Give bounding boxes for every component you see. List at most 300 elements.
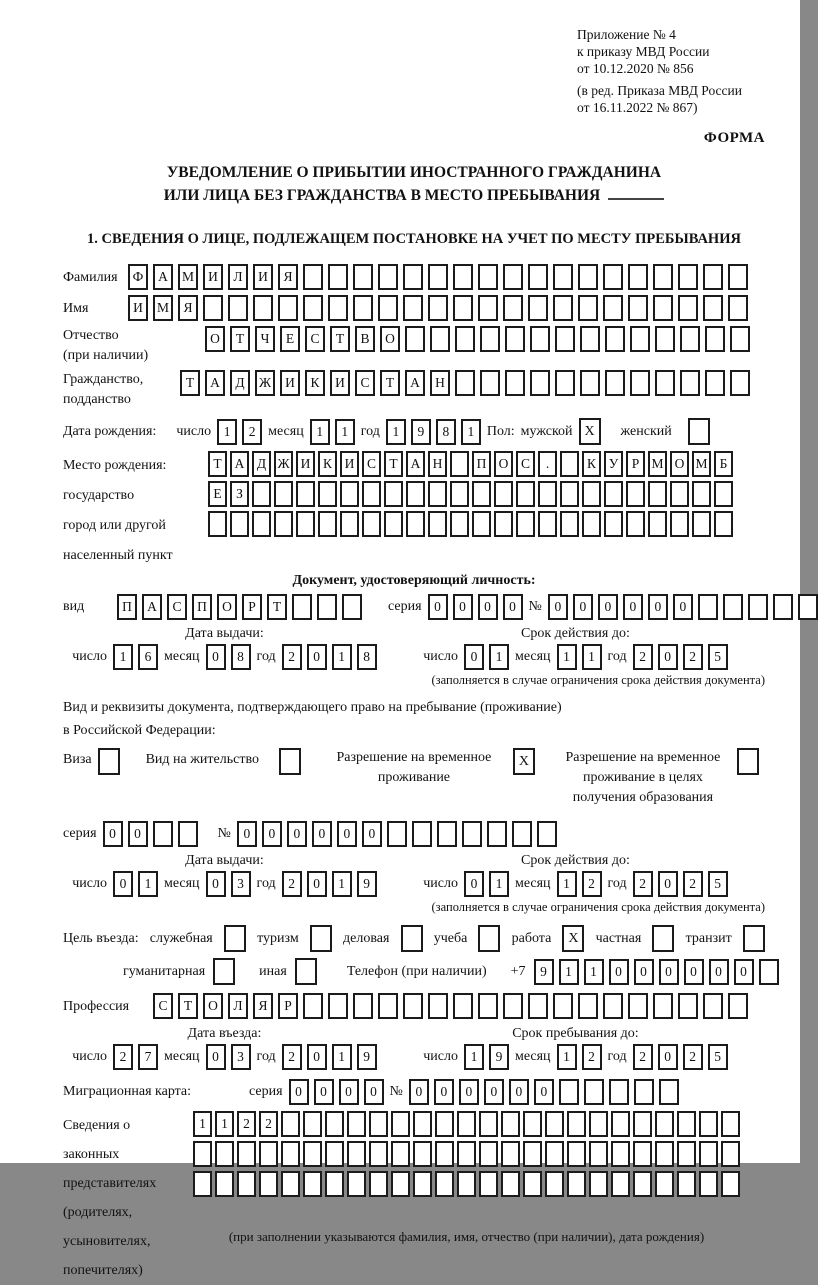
char-cell[interactable]: 2 (282, 1044, 302, 1070)
char-cell[interactable]: П (192, 594, 212, 620)
char-cell[interactable]: 0 (464, 644, 484, 670)
char-cell[interactable]: И (296, 451, 315, 477)
char-cell[interactable]: А (230, 451, 249, 477)
char-cell[interactable] (296, 511, 315, 537)
char-cell[interactable] (567, 1171, 586, 1197)
char-cell[interactable] (721, 1141, 740, 1167)
char-cell[interactable] (503, 295, 523, 321)
char-cell[interactable] (553, 295, 573, 321)
char-cell[interactable] (611, 1111, 630, 1137)
char-cell[interactable]: 2 (633, 871, 653, 897)
char-cell[interactable]: М (153, 295, 173, 321)
char-cell[interactable] (582, 481, 601, 507)
char-cell[interactable]: 3 (231, 1044, 251, 1070)
char-cell[interactable]: 5 (708, 644, 728, 670)
char-cell[interactable]: С (153, 993, 173, 1019)
char-cell[interactable]: Т (180, 370, 200, 396)
char-cell[interactable] (545, 1111, 564, 1137)
char-cell[interactable]: В (355, 326, 375, 352)
char-cell[interactable]: 0 (478, 594, 498, 620)
char-cell[interactable]: 0 (459, 1079, 479, 1105)
char-cell[interactable] (378, 993, 398, 1019)
char-cell[interactable]: О (217, 594, 237, 620)
stay-option-visa-checkbox[interactable] (98, 748, 120, 775)
char-cell[interactable]: 6 (138, 644, 158, 670)
char-cell[interactable]: Т (208, 451, 227, 477)
stay-option-education-permit-checkbox[interactable] (737, 748, 759, 775)
char-cell[interactable]: 0 (339, 1079, 359, 1105)
char-cell[interactable] (435, 1141, 454, 1167)
char-cell[interactable] (325, 1111, 344, 1137)
char-cell[interactable] (545, 1141, 564, 1167)
char-cell[interactable] (692, 481, 711, 507)
char-cell[interactable]: Р (278, 993, 298, 1019)
char-cell[interactable]: 0 (658, 1044, 678, 1070)
char-cell[interactable]: 7 (138, 1044, 158, 1070)
char-cell[interactable] (611, 1171, 630, 1197)
char-cell[interactable] (680, 326, 700, 352)
char-cell[interactable] (626, 511, 645, 537)
char-cell[interactable] (653, 295, 673, 321)
char-cell[interactable] (605, 370, 625, 396)
char-cell[interactable]: 2 (683, 644, 703, 670)
char-cell[interactable]: 1 (310, 419, 330, 445)
purpose-study-checkbox[interactable] (478, 925, 500, 952)
char-cell[interactable]: 2 (259, 1111, 278, 1137)
char-cell[interactable]: Т (384, 451, 403, 477)
char-cell[interactable]: З (230, 481, 249, 507)
char-cell[interactable] (721, 1171, 740, 1197)
char-cell[interactable]: 0 (289, 1079, 309, 1105)
char-cell[interactable]: 5 (708, 1044, 728, 1070)
char-cell[interactable]: 0 (206, 1044, 226, 1070)
char-cell[interactable] (259, 1171, 278, 1197)
char-cell[interactable]: А (406, 451, 425, 477)
char-cell[interactable] (362, 511, 381, 537)
char-cell[interactable]: 9 (534, 959, 554, 985)
char-cell[interactable] (391, 1141, 410, 1167)
char-cell[interactable]: С (167, 594, 187, 620)
char-cell[interactable]: 0 (364, 1079, 384, 1105)
char-cell[interactable] (369, 1141, 388, 1167)
char-cell[interactable] (347, 1141, 366, 1167)
char-cell[interactable] (589, 1141, 608, 1167)
char-cell[interactable] (723, 594, 743, 620)
char-cell[interactable] (281, 1171, 300, 1197)
char-cell[interactable] (505, 326, 525, 352)
char-cell[interactable] (523, 1141, 542, 1167)
char-cell[interactable] (555, 326, 575, 352)
char-cell[interactable]: 0 (206, 871, 226, 897)
char-cell[interactable] (678, 264, 698, 290)
char-cell[interactable] (430, 326, 450, 352)
char-cell[interactable] (503, 993, 523, 1019)
char-cell[interactable]: Т (330, 326, 350, 352)
char-cell[interactable]: . (538, 451, 557, 477)
char-cell[interactable]: 1 (559, 959, 579, 985)
char-cell[interactable]: А (153, 264, 173, 290)
char-cell[interactable]: Р (626, 451, 645, 477)
char-cell[interactable] (378, 264, 398, 290)
char-cell[interactable] (228, 295, 248, 321)
char-cell[interactable] (384, 481, 403, 507)
char-cell[interactable]: О (205, 326, 225, 352)
char-cell[interactable]: Ж (255, 370, 275, 396)
char-cell[interactable] (698, 594, 718, 620)
char-cell[interactable] (437, 821, 457, 847)
char-cell[interactable] (347, 1171, 366, 1197)
char-cell[interactable]: 0 (659, 959, 679, 985)
char-cell[interactable] (692, 511, 711, 537)
char-cell[interactable] (303, 295, 323, 321)
char-cell[interactable]: 0 (103, 821, 123, 847)
char-cell[interactable]: 2 (683, 871, 703, 897)
char-cell[interactable]: 0 (312, 821, 332, 847)
char-cell[interactable] (457, 1111, 476, 1137)
char-cell[interactable] (281, 1111, 300, 1137)
char-cell[interactable]: 0 (237, 821, 257, 847)
char-cell[interactable] (677, 1171, 696, 1197)
char-cell[interactable] (472, 511, 491, 537)
char-cell[interactable]: И (340, 451, 359, 477)
char-cell[interactable] (252, 481, 271, 507)
char-cell[interactable] (303, 1171, 322, 1197)
char-cell[interactable]: 2 (683, 1044, 703, 1070)
char-cell[interactable] (328, 295, 348, 321)
char-cell[interactable] (670, 511, 689, 537)
char-cell[interactable] (501, 1111, 520, 1137)
char-cell[interactable] (567, 1111, 586, 1137)
char-cell[interactable]: 0 (573, 594, 593, 620)
sex-female-checkbox[interactable] (688, 418, 710, 445)
char-cell[interactable] (545, 1171, 564, 1197)
char-cell[interactable]: 2 (282, 871, 302, 897)
char-cell[interactable] (705, 370, 725, 396)
char-cell[interactable]: Н (428, 451, 447, 477)
char-cell[interactable] (628, 295, 648, 321)
char-cell[interactable] (487, 821, 507, 847)
char-cell[interactable] (479, 1111, 498, 1137)
char-cell[interactable] (703, 295, 723, 321)
char-cell[interactable]: 0 (658, 644, 678, 670)
char-cell[interactable]: Д (252, 451, 271, 477)
char-cell[interactable] (215, 1171, 234, 1197)
char-cell[interactable] (604, 511, 623, 537)
char-cell[interactable] (478, 993, 498, 1019)
char-cell[interactable]: О (670, 451, 689, 477)
char-cell[interactable]: 0 (307, 1044, 327, 1070)
char-cell[interactable] (655, 1171, 674, 1197)
char-cell[interactable]: 0 (262, 821, 282, 847)
char-cell[interactable] (703, 993, 723, 1019)
char-cell[interactable]: Б (714, 451, 733, 477)
char-cell[interactable] (178, 821, 198, 847)
char-cell[interactable] (501, 1171, 520, 1197)
char-cell[interactable] (303, 993, 323, 1019)
char-cell[interactable]: Я (253, 993, 273, 1019)
char-cell[interactable] (705, 326, 725, 352)
char-cell[interactable] (512, 821, 532, 847)
char-cell[interactable] (589, 1171, 608, 1197)
char-cell[interactable]: 8 (357, 644, 377, 670)
char-cell[interactable]: 1 (332, 644, 352, 670)
char-cell[interactable] (516, 511, 535, 537)
char-cell[interactable] (428, 481, 447, 507)
purpose-official-checkbox[interactable] (224, 925, 246, 952)
char-cell[interactable] (453, 264, 473, 290)
char-cell[interactable] (428, 295, 448, 321)
char-cell[interactable]: Т (380, 370, 400, 396)
char-cell[interactable] (703, 264, 723, 290)
char-cell[interactable]: 0 (634, 959, 654, 985)
char-cell[interactable] (478, 295, 498, 321)
char-cell[interactable] (328, 993, 348, 1019)
char-cell[interactable]: 1 (332, 871, 352, 897)
char-cell[interactable] (296, 481, 315, 507)
char-cell[interactable] (523, 1171, 542, 1197)
char-cell[interactable] (748, 594, 768, 620)
char-cell[interactable] (773, 594, 793, 620)
char-cell[interactable]: 0 (453, 594, 473, 620)
char-cell[interactable]: 1 (489, 871, 509, 897)
char-cell[interactable] (325, 1141, 344, 1167)
char-cell[interactable]: 2 (282, 644, 302, 670)
char-cell[interactable] (633, 1171, 652, 1197)
char-cell[interactable] (252, 511, 271, 537)
char-cell[interactable] (480, 326, 500, 352)
char-cell[interactable] (353, 295, 373, 321)
char-cell[interactable]: 2 (582, 1044, 602, 1070)
char-cell[interactable]: 8 (231, 644, 251, 670)
char-cell[interactable]: 0 (434, 1079, 454, 1105)
char-cell[interactable]: 0 (673, 594, 693, 620)
char-cell[interactable] (215, 1141, 234, 1167)
char-cell[interactable] (303, 264, 323, 290)
char-cell[interactable] (369, 1171, 388, 1197)
char-cell[interactable] (655, 326, 675, 352)
char-cell[interactable] (559, 1079, 579, 1105)
char-cell[interactable] (303, 1141, 322, 1167)
char-cell[interactable] (589, 1111, 608, 1137)
char-cell[interactable] (406, 511, 425, 537)
char-cell[interactable]: 0 (314, 1079, 334, 1105)
char-cell[interactable] (405, 326, 425, 352)
char-cell[interactable] (528, 295, 548, 321)
char-cell[interactable] (340, 511, 359, 537)
char-cell[interactable]: Я (278, 264, 298, 290)
char-cell[interactable] (387, 821, 407, 847)
char-cell[interactable]: 1 (557, 1044, 577, 1070)
char-cell[interactable] (317, 594, 337, 620)
char-cell[interactable] (342, 594, 362, 620)
char-cell[interactable] (699, 1111, 718, 1137)
char-cell[interactable] (479, 1141, 498, 1167)
char-cell[interactable] (714, 481, 733, 507)
char-cell[interactable] (528, 264, 548, 290)
char-cell[interactable] (516, 481, 535, 507)
char-cell[interactable]: 1 (215, 1111, 234, 1137)
char-cell[interactable] (203, 295, 223, 321)
char-cell[interactable] (553, 993, 573, 1019)
char-cell[interactable] (253, 295, 273, 321)
char-cell[interactable]: Н (430, 370, 450, 396)
purpose-humanitarian-checkbox[interactable] (213, 958, 235, 985)
char-cell[interactable]: 1 (557, 871, 577, 897)
char-cell[interactable]: 0 (623, 594, 643, 620)
char-cell[interactable] (653, 264, 673, 290)
char-cell[interactable] (730, 370, 750, 396)
char-cell[interactable]: У (604, 451, 623, 477)
char-cell[interactable]: И (203, 264, 223, 290)
char-cell[interactable]: 1 (138, 871, 158, 897)
char-cell[interactable] (677, 1141, 696, 1167)
char-cell[interactable]: Т (230, 326, 250, 352)
char-cell[interactable]: М (648, 451, 667, 477)
char-cell[interactable] (555, 370, 575, 396)
char-cell[interactable] (413, 1111, 432, 1137)
char-cell[interactable]: 1 (489, 644, 509, 670)
char-cell[interactable] (648, 511, 667, 537)
char-cell[interactable] (435, 1171, 454, 1197)
char-cell[interactable]: 0 (548, 594, 568, 620)
char-cell[interactable] (628, 264, 648, 290)
char-cell[interactable] (628, 993, 648, 1019)
stay-option-residence-checkbox[interactable] (279, 748, 301, 775)
char-cell[interactable]: М (692, 451, 711, 477)
char-cell[interactable]: 1 (461, 419, 481, 445)
sex-male-checkbox[interactable]: X (579, 418, 601, 445)
char-cell[interactable] (603, 264, 623, 290)
char-cell[interactable]: 2 (633, 644, 653, 670)
char-cell[interactable] (413, 1141, 432, 1167)
char-cell[interactable] (605, 326, 625, 352)
char-cell[interactable]: 0 (337, 821, 357, 847)
char-cell[interactable] (462, 821, 482, 847)
char-cell[interactable]: 9 (357, 1044, 377, 1070)
char-cell[interactable]: 0 (464, 871, 484, 897)
char-cell[interactable]: 0 (206, 644, 226, 670)
char-cell[interactable]: 5 (708, 871, 728, 897)
char-cell[interactable]: И (128, 295, 148, 321)
char-cell[interactable] (428, 264, 448, 290)
char-cell[interactable] (353, 264, 373, 290)
char-cell[interactable]: 0 (709, 959, 729, 985)
char-cell[interactable]: И (253, 264, 273, 290)
char-cell[interactable] (403, 993, 423, 1019)
char-cell[interactable]: К (582, 451, 601, 477)
char-cell[interactable]: 0 (128, 821, 148, 847)
char-cell[interactable]: 9 (411, 419, 431, 445)
char-cell[interactable]: 0 (509, 1079, 529, 1105)
char-cell[interactable] (677, 1111, 696, 1137)
char-cell[interactable]: 0 (113, 871, 133, 897)
char-cell[interactable]: 9 (357, 871, 377, 897)
char-cell[interactable] (633, 1141, 652, 1167)
char-cell[interactable] (603, 993, 623, 1019)
char-cell[interactable]: 2 (582, 871, 602, 897)
char-cell[interactable]: И (280, 370, 300, 396)
char-cell[interactable] (412, 821, 432, 847)
char-cell[interactable] (655, 1111, 674, 1137)
char-cell[interactable] (501, 1141, 520, 1167)
char-cell[interactable] (634, 1079, 654, 1105)
stay-option-temp-permit-checkbox[interactable]: X (513, 748, 535, 775)
char-cell[interactable]: 0 (362, 821, 382, 847)
char-cell[interactable]: 1 (582, 644, 602, 670)
char-cell[interactable]: П (472, 451, 491, 477)
char-cell[interactable]: 0 (409, 1079, 429, 1105)
char-cell[interactable] (457, 1141, 476, 1167)
purpose-work-checkbox[interactable]: X (562, 925, 584, 952)
char-cell[interactable]: 0 (734, 959, 754, 985)
char-cell[interactable] (494, 511, 513, 537)
char-cell[interactable]: 0 (307, 644, 327, 670)
char-cell[interactable]: 0 (428, 594, 448, 620)
char-cell[interactable] (208, 511, 227, 537)
char-cell[interactable] (403, 264, 423, 290)
char-cell[interactable]: 1 (193, 1111, 212, 1137)
char-cell[interactable] (472, 481, 491, 507)
char-cell[interactable] (630, 370, 650, 396)
char-cell[interactable]: 3 (231, 871, 251, 897)
char-cell[interactable] (648, 481, 667, 507)
char-cell[interactable] (699, 1141, 718, 1167)
char-cell[interactable] (728, 993, 748, 1019)
char-cell[interactable]: 1 (217, 419, 237, 445)
purpose-tourism-checkbox[interactable] (310, 925, 332, 952)
char-cell[interactable] (530, 370, 550, 396)
char-cell[interactable] (759, 959, 779, 985)
purpose-other-checkbox[interactable] (295, 958, 317, 985)
char-cell[interactable]: 0 (648, 594, 668, 620)
char-cell[interactable] (730, 326, 750, 352)
char-cell[interactable]: 1 (584, 959, 604, 985)
char-cell[interactable] (728, 264, 748, 290)
char-cell[interactable] (457, 1171, 476, 1197)
char-cell[interactable]: А (205, 370, 225, 396)
char-cell[interactable] (230, 511, 249, 537)
char-cell[interactable] (584, 1079, 604, 1105)
char-cell[interactable] (578, 264, 598, 290)
char-cell[interactable]: 2 (242, 419, 262, 445)
char-cell[interactable]: Л (228, 993, 248, 1019)
char-cell[interactable] (193, 1141, 212, 1167)
char-cell[interactable]: А (405, 370, 425, 396)
char-cell[interactable]: 0 (609, 959, 629, 985)
char-cell[interactable]: 0 (287, 821, 307, 847)
char-cell[interactable] (567, 1141, 586, 1167)
char-cell[interactable] (580, 370, 600, 396)
char-cell[interactable]: Д (230, 370, 250, 396)
char-cell[interactable]: М (178, 264, 198, 290)
char-cell[interactable]: О (380, 326, 400, 352)
char-cell[interactable] (453, 295, 473, 321)
char-cell[interactable] (325, 1171, 344, 1197)
char-cell[interactable] (274, 511, 293, 537)
char-cell[interactable] (655, 370, 675, 396)
char-cell[interactable] (362, 481, 381, 507)
char-cell[interactable] (578, 295, 598, 321)
char-cell[interactable]: 0 (503, 594, 523, 620)
char-cell[interactable] (626, 481, 645, 507)
char-cell[interactable] (659, 1079, 679, 1105)
char-cell[interactable] (453, 993, 473, 1019)
char-cell[interactable] (670, 481, 689, 507)
char-cell[interactable] (455, 370, 475, 396)
char-cell[interactable] (428, 993, 448, 1019)
char-cell[interactable] (609, 1079, 629, 1105)
char-cell[interactable]: С (305, 326, 325, 352)
